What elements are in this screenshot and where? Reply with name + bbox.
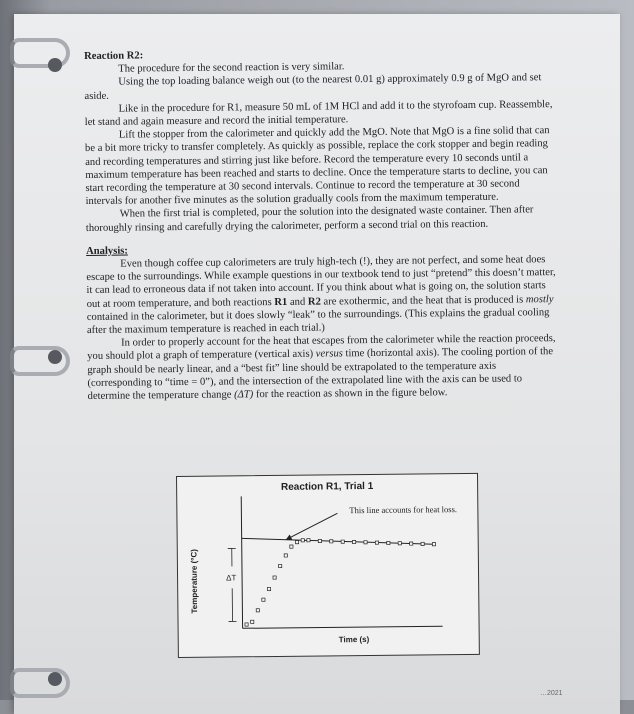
- paragraph: Like in the procedure for R1, measure 50 mL of 1M HCl and add it to the styrofoam cup. Reassemble, let stand and again measure and record the initial temperature.: [85, 98, 555, 129]
- x-axis: [243, 626, 443, 628]
- analysis-paragraph-1: Even though coffee cup calorimeters are truly high-tech (!), they are not perfect, and some heat does escape to the surroundings. While example questions in our textbook tend to just “pretend” this doesn’t matter, it can lead to erroneous data if not taken into account. If you think about what is going on, the solution starts out at room temperature, and both reactions R1 and R2 are exothermic, and the heat that is produced is mostly contained in the calorimeter, but it does slowly “leak” to the surroundings. (This explains the gradual cooling after the maximum temperature is reached in each trial.): [86, 253, 557, 337]
- paragraph: Lift the stopper from the calorimeter and quickly add the MgO. Note that MgO is a fine solid that can be a bit more tricky to transfer completely. As quickly as possible, replace the cork stopper and begin reading and recording temperatures and stirring just like before. Record the temperature every 10 seconds until a maximum temperature has been reached and starts to decline. Once the temperature starts to decline, you can start recording the temperature at 30 second intervals. Continue to record the temperature at 30 second intervals for another five minutes as the solution gradually cools from the maximum temperature.: [85, 124, 556, 208]
- data-point: [375, 541, 378, 544]
- analysis-heading: Analysis:: [86, 240, 556, 258]
- best-fit-line: [242, 536, 434, 546]
- document-text: [84, 45, 558, 403]
- annotation-arrow: [285, 513, 337, 540]
- data-point: [398, 542, 401, 545]
- chart-plot: [177, 474, 479, 657]
- chart-annotation: This line accounts for heat loss.: [349, 504, 459, 515]
- data-point: [245, 623, 248, 626]
- data-point: [341, 540, 344, 543]
- paragraph: The procedure for the second reaction is very similar.: [84, 58, 554, 76]
- data-point: [330, 540, 333, 543]
- data-point: [279, 564, 282, 567]
- data-point: [267, 587, 270, 590]
- data-point: [256, 609, 259, 612]
- data-point: [290, 545, 293, 548]
- data-point: [410, 542, 413, 545]
- punch-hole: [48, 672, 62, 686]
- delta-t-label: ΔT: [226, 573, 236, 582]
- data-point: [251, 620, 254, 623]
- y-axis-label: Temperature (°C): [189, 549, 199, 613]
- data-point: [318, 539, 321, 542]
- data-point: [262, 598, 265, 601]
- punch-hole: [48, 350, 62, 364]
- page-footer: …2021: [540, 690, 563, 697]
- binder-ring: [10, 668, 70, 698]
- analysis-paragraph-2: In order to properly account for the heat that escapes from the calorimeter while the reaction proceeds, you should plot a graph of temperature (vertical axis) versus time (horizontal axis). The cooling portion of the graph should be nearly linear, and a “best fit” line should be extrapolated to the temperature axis (corresponding to “time = 0”), and the intersection of the extrapolated line with the axis can be used to determine the temperature change (ΔT) for the reaction as shown in the figure below.: [87, 332, 558, 403]
- data-point: [301, 539, 304, 542]
- data-point: [421, 542, 424, 545]
- x-axis-label: Time (s): [339, 635, 370, 644]
- data-point: [273, 576, 276, 579]
- data-point: [307, 539, 310, 542]
- y-axis: [241, 496, 242, 628]
- punch-hole: [48, 58, 62, 72]
- data-point: [295, 541, 298, 544]
- data-point: [387, 541, 390, 544]
- reaction-heading: Reaction R2:: [84, 45, 554, 63]
- paragraph: When the first trial is completed, pour the solution into the designated waste container. Then after thoroughly rinsing and carefully drying the calorimeter, perform a second trial on this reaction.: [86, 204, 556, 235]
- binder-ring: [10, 346, 70, 376]
- data-point: [352, 540, 355, 543]
- chart-title: Reaction R1, Trial 1: [177, 480, 477, 494]
- data-point: [432, 543, 435, 546]
- data-point: [284, 554, 287, 557]
- paragraph: Using the top loading balance weigh out (to the nearest 0.01 g) approximately 0.9 g of MgO and set aside.: [84, 71, 554, 102]
- data-point: [364, 541, 367, 544]
- figure-chart: [176, 473, 480, 658]
